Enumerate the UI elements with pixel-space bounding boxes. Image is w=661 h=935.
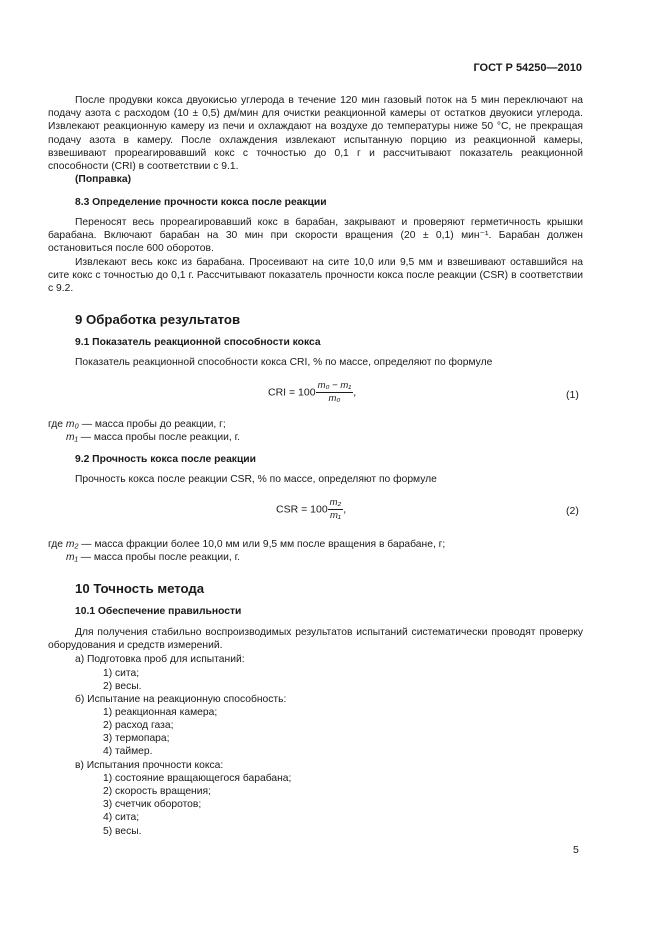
list-item-a-2: 2) весы. (103, 681, 142, 692)
list-item-a: а) Подготовка проб для испытаний: (75, 654, 245, 665)
list-item-c-3: 3) счетчик оборотов; (103, 799, 202, 810)
list-item-c-1: 1) состояние вращающегося барабана; (103, 773, 292, 784)
paragraph-sieve: Извлекают весь кокс из барабана. Просеивают на сите 10,0 или 9,5 мм и взвешивают оставшийся на сите кокс с точностью до 0,1 г. Рассчитывают показатель прочности кокса после реакции (CSR) в соответствии с 9.2. (48, 257, 583, 295)
list-item-b-2: 2) расход газа; (103, 720, 174, 731)
def-text: — масса пробы до реакции, г; (81, 419, 226, 430)
list-item-b-1: 1) реакционная камера; (103, 707, 218, 718)
list-item-c-4: 4) сита; (103, 812, 140, 823)
section-8-3-title: 8.3 Определение прочности кокса после реакции (75, 197, 327, 208)
def-symbol: m₁ (66, 432, 78, 443)
paragraph-cri-intro: Показатель реакционной способности кокса CRI, % по массе, определяют по формуле (75, 357, 493, 368)
formula-2-number: (2) (566, 505, 579, 517)
formula-csr-denominator: m₁ (329, 510, 341, 521)
def-text: — масса пробы после реакции, г. (80, 552, 240, 563)
section-10-1-title: 10.1 Обеспечение правильности (75, 606, 242, 617)
where-label: где (48, 419, 64, 430)
formula-cri-lhs: CRI = 100 (268, 386, 316, 399)
formula-csr-tail: , (343, 503, 347, 516)
correction-note: (Поправка) (75, 174, 131, 185)
list-item-b: б) Испытание на реакционную способность: (75, 694, 287, 705)
section-9-1-title: 9.1 Показатель реакционной способности кокса (75, 337, 321, 348)
formula-cri-denominator: m₀ (328, 393, 341, 404)
formula-csr (276, 497, 346, 522)
formula-1-def-1 (48, 418, 226, 431)
standard-header: ГОСТ Р 54250—2010 (473, 62, 582, 74)
def-text: — масса фракции более 10,0 мм или 9,5 мм после вращения в барабане, г; (81, 539, 446, 550)
def-text: — масса пробы после реакции, г. (80, 432, 240, 443)
section-9-title: 9 Обработка результатов (75, 312, 241, 327)
section-9-2-title: 9.2 Прочность кокса после реакции (75, 454, 256, 465)
paragraph-csr-intro: Прочность кокса после реакции CSR, % по массе, определяют по формуле (75, 474, 437, 485)
def-symbol: m₂ (65, 539, 79, 550)
list-item-c-2: 2) скорость вращения; (103, 786, 211, 797)
list-item-a-1: 1) сита; (103, 668, 140, 679)
formula-2-def-1 (48, 538, 445, 551)
formula-csr-fraction (328, 497, 347, 522)
formula-1-def-2 (66, 431, 240, 444)
formula-cri-numerator: m₀ − m₁ (317, 380, 352, 391)
list-item-b-4: 4) таймер. (103, 746, 153, 757)
formula-cri (268, 380, 356, 405)
list-item-b-3: 3) термопара; (103, 733, 170, 744)
page-number: 5 (573, 844, 579, 856)
formula-1-number: (1) (566, 389, 579, 401)
formula-2-def-2 (66, 551, 240, 564)
paragraph-accuracy: Для получения стабильно воспроизводимых результатов испытаний систематически проводят проверку оборудования и средств измерений. (48, 627, 583, 652)
list-item-c-5: 5) весы. (103, 826, 142, 837)
def-symbol: m₀ (65, 419, 79, 430)
paragraph-drum: Переносят весь прореагировавший кокс в барабан, закрывают и проверяют герметичность крышки барабана. Включают барабан на 30 мин при скорости вращения (20 ± 0,1) мин⁻¹. Барабан должен остановиться после 600 оборотов. (48, 217, 583, 255)
formula-cri-tail: , (353, 386, 357, 399)
def-symbol: m₁ (66, 552, 78, 563)
list-item-c: в) Испытания прочности кокса: (75, 760, 224, 771)
formula-cri-fraction (316, 380, 357, 405)
section-10-title: 10 Точность метода (75, 581, 205, 596)
formula-csr-numerator: m₂ (329, 497, 342, 508)
where-label: где (48, 539, 64, 550)
paragraph-purge: После продувки кокса двуокисью углерода в течение 120 мин газовый поток на 5 мин переключают на подачу азота с расходом (10 ± 0,5) дм/мин для очистки реакционной камеры от остатков двуокиси углерода. Извлекают реакционную камеру из печи и охлаждают на воздухе до температуры ниже 50 °С, не прекращая подачу азота в камеру. После охлаждения извлекают испытанную порцию из реакционной камеры, взвешивают прореагировавший кокс с точностью до 0,1 г и рассчитывают показатель реакционной способности (CRI) в соответствии с 9.1. (48, 95, 583, 173)
formula-csr-lhs: CSR = 100 (276, 503, 328, 516)
